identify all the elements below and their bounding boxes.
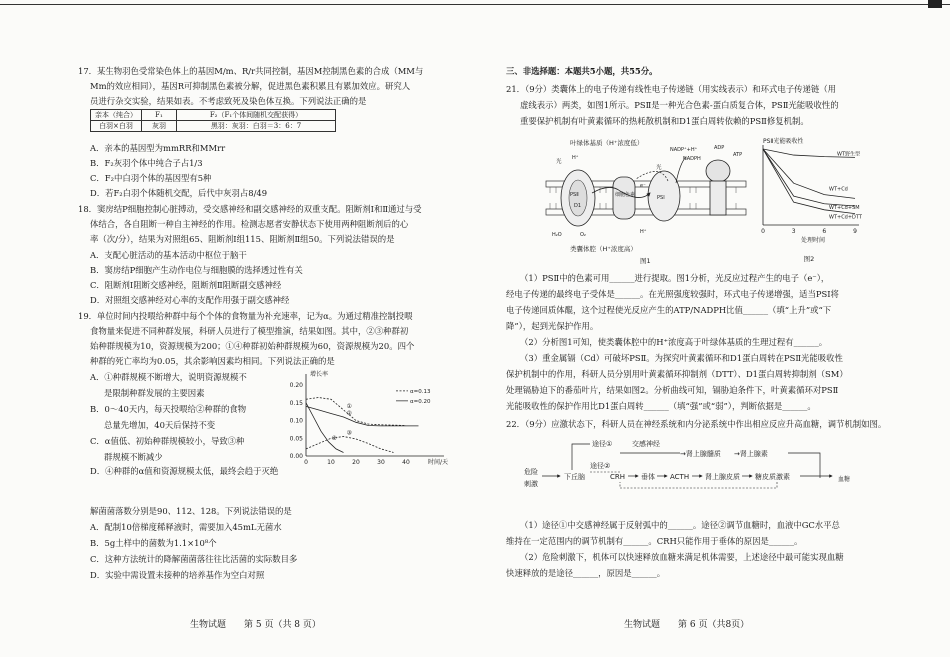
q19-stem-2: 食物量来促进不同种群发展，科研人员进行了模型推演，结果如图。其中，②③种群初: [90, 326, 409, 336]
nadph-label: NADPH: [683, 156, 701, 162]
q17-option-c: C．F₂中白羽个体的基因型有5种: [90, 173, 212, 183]
x-tick-label: 30: [377, 459, 385, 466]
pathway-2-label: 途径②: [590, 462, 611, 470]
growth-chart-labels: [290, 370, 448, 466]
corner-mark: [928, 0, 942, 8]
oxygen-label: O₂: [580, 232, 586, 238]
q22-part1-line2: 维持在一定范围内的调节机制有______。CRH只能作用于垂体的原因是______。: [506, 536, 803, 546]
series-label: WT野生型: [837, 151, 860, 158]
legend-alpha-020: α=0.20: [410, 398, 431, 405]
q17-option-d: D．若F₂白羽个体随机交配，后代中灰羽占8/49: [90, 188, 268, 198]
y-axis-label: 增长率: [310, 371, 329, 378]
q20-option-c: C．这种方法统计的降解菌菌落往往比活菌的实际数目多: [90, 554, 298, 564]
q17-stem-3: 员进行杂交实验，结果如表。不考虑致死及染色体互换。下列说法正确的是: [90, 96, 367, 106]
adp-label: ADP: [714, 145, 725, 151]
electron-label: e⁻: [640, 183, 646, 189]
cytochrome-label: 细胞色素: [615, 192, 636, 198]
atp-synthase-stalk: [710, 181, 726, 215]
q18-stem-1: 18．窦房结P细胞控制心脏搏动，受交感神经和副交感神经的双重支配。阻断剂Ⅰ和Ⅱ通过与受: [78, 204, 422, 214]
x-tick-label: 0: [304, 459, 308, 466]
q20-continued-line: 解菌菌落数分别是90、112、128。下列说法错误的是: [90, 506, 292, 516]
q22-part2-line2: 快速释放的是途径______，原因是______。: [506, 568, 666, 578]
pathway-1-label: 途径①: [592, 440, 613, 448]
blood-glucose-label: 血糖: [838, 476, 851, 483]
nadp-label: NADP⁺+H⁺: [670, 147, 698, 153]
q19-option-b2: 总量先增加，40天后保持不变: [104, 420, 216, 430]
q21-part1-line3: 电子传递回质体醌，这个过程使光反应产生的ATP/NADPH比值______（填“上升”或“下: [506, 305, 832, 315]
q17-option-a: A．亲本的基因型为mmRR和MMrr: [90, 143, 226, 153]
h-plus-label: H⁺: [572, 155, 579, 161]
q19-option-a1: A．①种群规模不断增大，说明资源规模不: [90, 372, 247, 382]
series-line: [763, 149, 855, 206]
light-label-2: 光: [656, 165, 662, 171]
legend-alpha-013: α=0.13: [410, 388, 431, 395]
y-tick-label: 0.20: [289, 382, 303, 390]
danger-label-1: 危险: [524, 468, 538, 476]
q21-part3-line4: 光能吸收性的保护作用比D1蛋白周转______（填“强”或“弱”），判断依据是______。: [506, 401, 816, 411]
top-border: [0, 4, 950, 5]
glucocorticoid-label: 糖皮质激素: [755, 473, 790, 481]
series-label: ④: [331, 434, 337, 442]
adrenal-cortex-label: 肾上腺皮质: [705, 473, 740, 481]
series-line: [306, 406, 419, 426]
thylakoid-diagram: [540, 133, 755, 265]
q21-stem-2: 虚线表示）两类，如图1所示。PSⅡ是一种光合色素-蛋白质复合体，PSⅡ光能吸收性的: [520, 100, 839, 110]
q21-part1-line2: 经电子传递的最终电子受体是______。在光照强度较强时，环式电子传递增强，适当PSⅠ将: [506, 289, 839, 299]
x-tick-label: 20: [352, 459, 360, 466]
water-label: H₂O: [552, 232, 562, 238]
growth-chart-series: [306, 398, 419, 453]
series-label: WT+Cd+SM: [829, 205, 860, 211]
q22-stem: 22．（9分）应激状态下，科研人员在神经系统和内分泌系统中作出相应反应升高血糖，调节机制如图。: [506, 419, 887, 429]
y-tick-label: 0.10: [289, 417, 303, 425]
lumen-label: 类囊体腔（H⁺浓度高）: [570, 245, 637, 253]
q18-option-d: D．对照组交感神经对心率的支配作用强于副交感神经: [90, 295, 290, 305]
q21-part1-line1: （1）PSⅡ中的色素可用______进行提取。图1分析，光反应过程产生的电子（e⁻），: [520, 273, 830, 283]
x-tick-label: 6: [822, 228, 827, 235]
figure2-caption: 图2: [803, 255, 815, 263]
x-tick-label: 9: [853, 228, 857, 235]
q21-stem-1: 21．（9分）类囊体上的电子传递有线性电子传递链（用实线表示）和环式电子传递链（用: [506, 84, 837, 94]
q17-td-parent: 白羽×白羽: [91, 121, 142, 132]
y-tick-label: 0.15: [289, 399, 303, 407]
q18-stem-3: 率（次/分），结果为对照组65、阻断剂Ⅰ组115、阻断剂Ⅱ组50。下列说法错误的是: [90, 234, 395, 244]
q19-option-b1: B．0～40天内，每天投喂给②种群的食物: [90, 404, 247, 414]
hypothalamus-label: 下丘脑: [564, 473, 585, 481]
x-axis-label: 时间/天: [428, 459, 449, 466]
x-tick-label: 40: [402, 459, 410, 466]
q19-stem-3: 始种群规模为10，资源规模为200；①④种群初始种群规模为60，资源规模为20。四个: [90, 341, 415, 351]
y-tick-label: 0.00: [289, 453, 303, 460]
acth-label: ACTH: [670, 473, 690, 481]
pituitary-label: 垂体: [641, 473, 655, 481]
atp-synthase-head: [706, 160, 730, 182]
adrenaline-label: →肾上腺素: [734, 450, 768, 458]
lumen-h-label: H⁺: [640, 229, 647, 235]
q18-option-b: B．窦房结P细胞产生动作电位与细胞膜的选择透过性有关: [90, 265, 303, 275]
danger-label-2: 刺激: [524, 480, 538, 488]
x-axis-label: 处理时间: [800, 237, 826, 244]
q19-option-c2: 群规模不断减少: [104, 452, 163, 462]
stress-regulation-diagram: [520, 434, 880, 490]
q22-part2-line1: （2）危险刺激下，机体可以快速释放血糖来满足机体需要，上述途径中最可能实现血糖: [520, 552, 844, 562]
q17-th-parent: 亲本（纯合）: [91, 110, 142, 121]
q19-stem-1: 19．单位时间内投喂给种群中每个个体的食物量为补充速率，记为α。为通过精准控制投喂: [78, 311, 413, 321]
psii-absorbance-chart: [755, 133, 885, 265]
q22-part1-line1: （1）途径①中交感神经属于反射弧中的______。途径②调节血糖时，血液中GC水平总: [520, 520, 840, 530]
chart-title: PSⅡ光能吸收性: [763, 138, 804, 145]
q17-th-f1: F₁: [142, 110, 177, 121]
q17-stem-2: Mm的效应相同），基因R可抑制黑色素被分解，促进黑色素积累且有累加效应。研究人: [90, 81, 411, 91]
q20-option-a: A．配制10倍梯度稀释液时，需要加入45mL无菌水: [90, 522, 282, 532]
adrenal-medulla-label: →肾上腺髓质: [680, 450, 721, 458]
series-label: ①: [346, 402, 352, 410]
x-tick-label: 0: [761, 228, 765, 235]
light-label-1: 光: [556, 159, 562, 165]
series-line: [306, 403, 344, 453]
sympathetic-nerve-label: 交感神经: [632, 440, 660, 448]
q21-part2: （2）分析图1可知，使类囊体腔中的H⁺浓度高于叶绿体基质的生理过程有______。: [520, 337, 828, 347]
section-heading: 三、非选择题：本题共5小题，共55分。: [506, 66, 658, 76]
figure1-caption: 图1: [640, 257, 651, 265]
psii-label: PSⅡ: [570, 192, 579, 198]
q19-stem-4: 种群的死亡率均为0.05，其余影响因素均相同。下列说法正确的是: [90, 356, 335, 366]
psii-chart-series: [763, 149, 855, 214]
q21-part1-line4: 降”），起到光保护作用。: [506, 321, 599, 331]
d1-label: D1: [574, 203, 582, 209]
series-label: WT+Cd: [829, 186, 848, 193]
q18-stem-2: 体结合，各自阻断一种自主神经的作用。检测志愿者安静状态下使用两种阻断剂后的心: [90, 219, 409, 229]
q18-option-c: C．阻断剂Ⅰ阻断交感神经，阻断剂Ⅱ阻断副交感神经: [90, 280, 282, 290]
x-tick-label: 10: [327, 459, 335, 466]
right-page-footer: 生物试题 第 6 页（共8页）: [624, 620, 750, 630]
q17-stem-1: 17．某生物羽色受常染色体上的基因M/m、R/r共同控制，基因M控制黑色素的合成（MM与: [78, 66, 424, 76]
stroma-label: 叶绿体基质（H⁺浓度低）: [570, 139, 644, 147]
y-tick-label: 0.05: [289, 435, 303, 443]
series-line: [306, 434, 394, 453]
q17-th-f2: F₂（F₁个体间随机交配获得）: [177, 110, 336, 121]
series-label: ③: [346, 429, 352, 437]
psi-label: PSⅠ: [657, 195, 665, 201]
q19-option-d: D．④种群的α值和资源规模太低，最终会趋于灭绝: [90, 466, 279, 476]
q20-option-b: B．5g土样中的菌数为1.1×10⁸个: [90, 538, 217, 548]
q17-td-f1: 灰羽: [142, 121, 177, 132]
left-page-footer: 生物试题 第 5 页（共 8 页）: [190, 620, 321, 630]
q17-option-b: B．F₂灰羽个体中纯合子占1/3: [90, 158, 203, 168]
cytochrome-complex: [613, 177, 635, 219]
q21-part3-line1: （3）重金属镉（Cd）可破坏PSⅡ。为探究叶黄素循环和D1蛋白周转在PSⅡ光能吸收性: [520, 353, 843, 363]
q19-option-c1: C．α值低、初始种群规模较小，导致③种: [90, 436, 245, 446]
q17-td-f2: 黑羽：灰羽：白羽＝3：6：7: [177, 121, 336, 132]
q21-part3-line2: 保护机制中的作用，科研人员分别用叶黄素循环抑制剂（DTT）、D1蛋白周转抑制剂（SM）: [506, 369, 848, 379]
q17-table: [90, 109, 336, 132]
q21-stem-3: 重要保护机制有叶黄素循环的热耗散机制和D1蛋白周转依赖的PSⅡ修复机制。: [520, 116, 809, 126]
series-label: ②: [346, 410, 352, 417]
q21-part3-line3: 处理镉胁迫下的番茄叶片，结果如图2。分析曲线可知，镉胁迫条件下，叶黄素循环对PSⅡ: [506, 385, 839, 395]
q20-option-d: D．实验中需设置未接种的培养基作为空白对照: [90, 570, 265, 580]
x-tick-label: 3: [791, 228, 796, 235]
series-line: [306, 398, 406, 426]
crh-label: CRH: [610, 473, 626, 481]
q18-option-a: A．支配心脏活动的基本活动中枢位于脑干: [90, 250, 247, 260]
q19-option-a2: 是限制种群发展的主要因素: [104, 388, 205, 398]
growth-chart-axes: [306, 374, 444, 456]
cut-text-line: [78, 481, 418, 487]
atp-label: ATP: [733, 152, 743, 158]
series-line: [763, 149, 855, 214]
series-label: WT+Cd+DTT: [829, 214, 862, 221]
growth-rate-chart: [276, 368, 454, 472]
